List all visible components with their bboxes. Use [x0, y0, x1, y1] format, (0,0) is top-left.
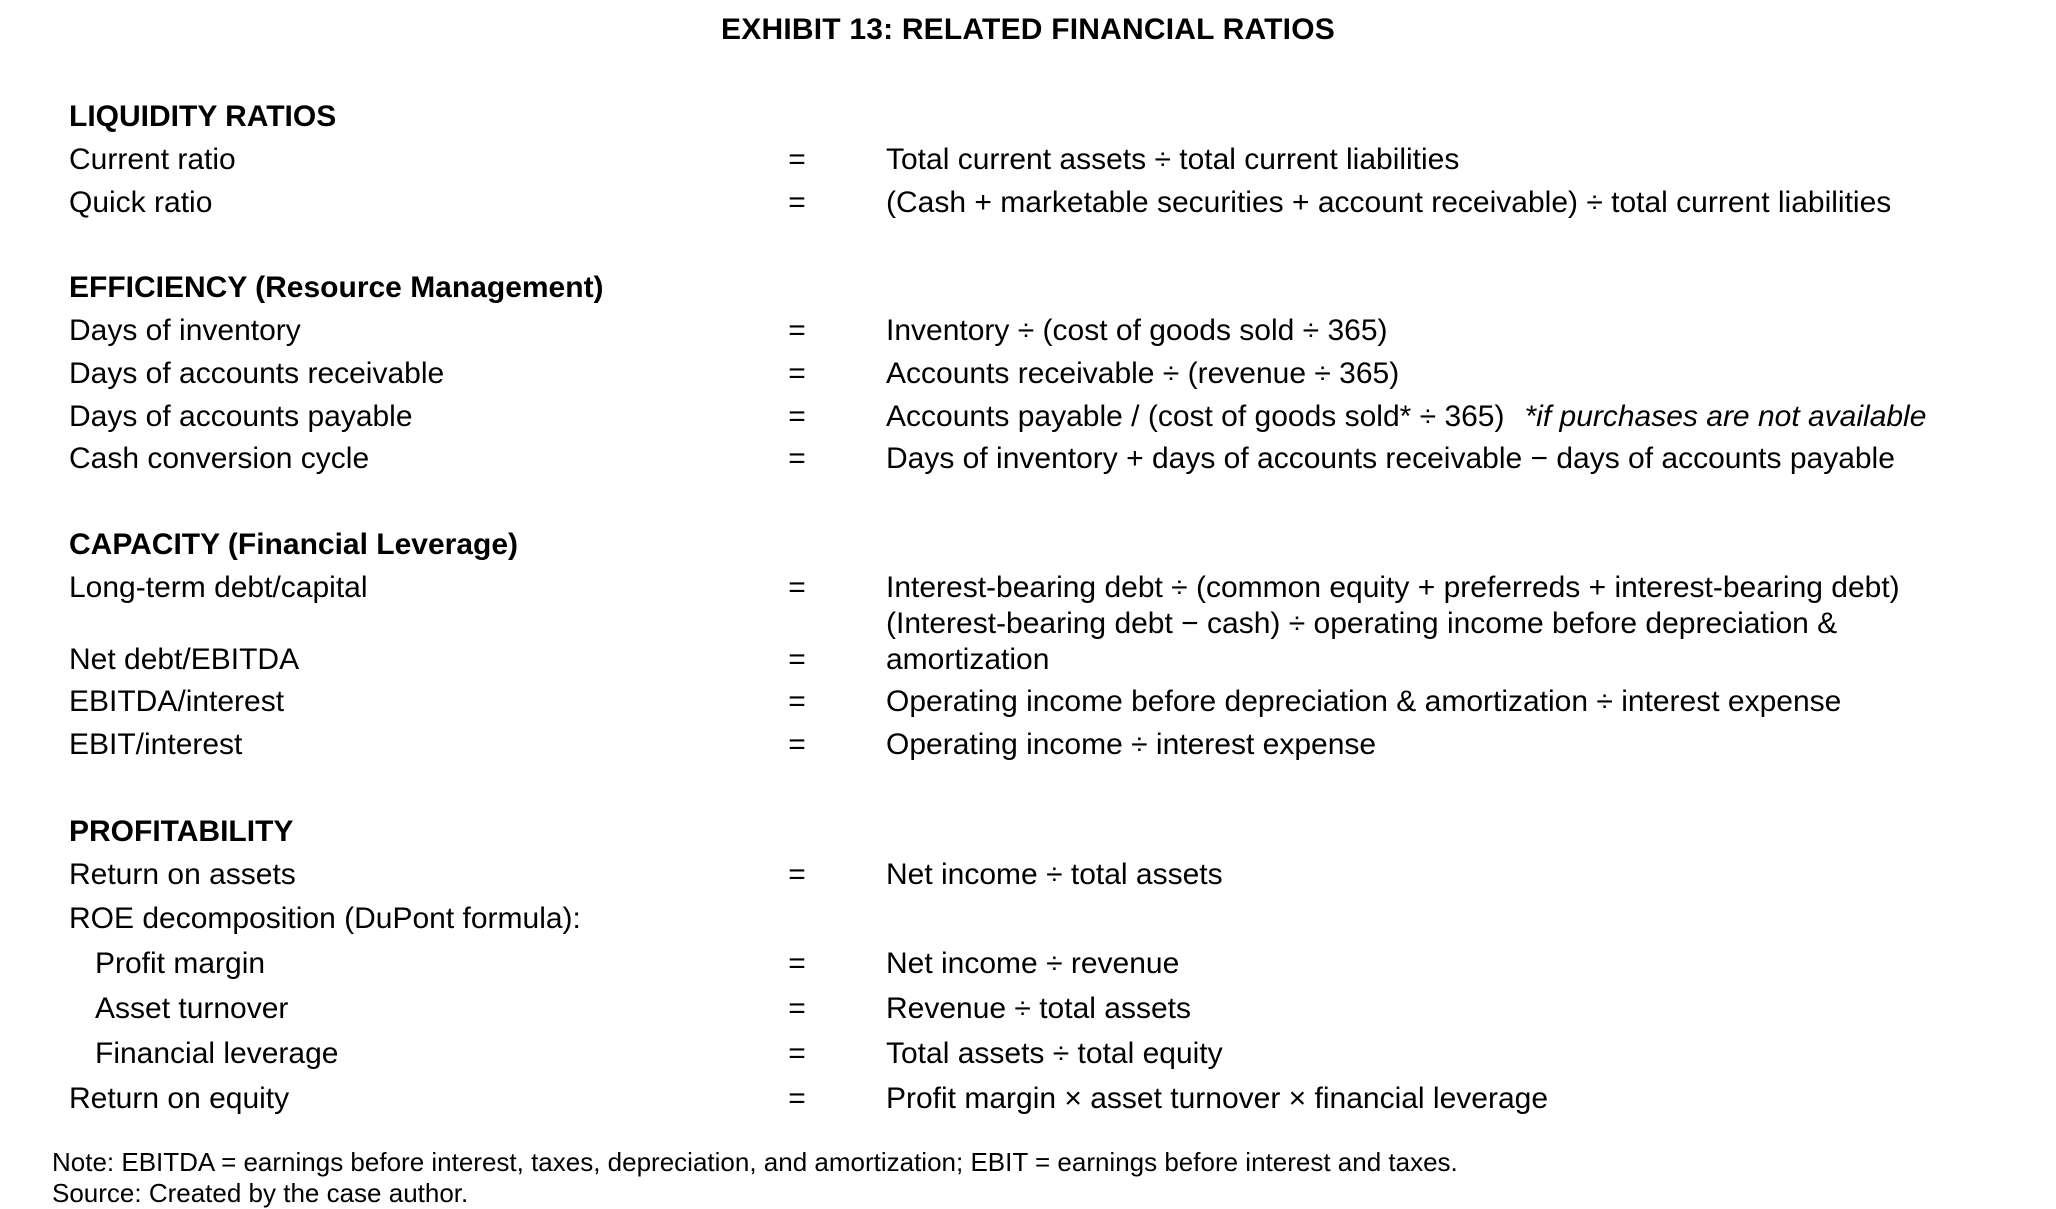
footnote-purchases: *if purchases are not available [1524, 400, 1927, 433]
equals-sign: = [788, 1082, 806, 1115]
ratio-label: Days of accounts receivable [69, 357, 445, 390]
ratio-formula: (Interest-bearing debt − cash) ÷ operating income before depreciation & [886, 607, 1838, 640]
section-heading-liquidity: LIQUIDITY RATIOS [69, 100, 337, 133]
ratio-label: Days of inventory [69, 314, 301, 347]
ratio-formula-text: Accounts payable / (cost of goods sold* ÷ 365) [886, 400, 1505, 433]
equals-sign: = [788, 947, 806, 980]
ratio-formula: Accounts receivable ÷ (revenue ÷ 365) [886, 357, 1400, 390]
ratio-formula [886, 399, 1926, 435]
footnote-note: Note: EBITDA = earnings before interest, taxes, depreciation, and amortization; EBIT = earnings before interest and taxes. [52, 1147, 1458, 1177]
ratio-label: EBIT/interest [69, 728, 243, 761]
ratio-formula: Profit margin × asset turnover × financial leverage [886, 1082, 1549, 1115]
ratio-formula: Total current assets ÷ total current liabilities [886, 143, 1460, 176]
ratio-formula: Total assets ÷ total equity [886, 1037, 1223, 1070]
ratio-label: Current ratio [69, 143, 236, 176]
equals-sign: = [788, 357, 806, 390]
ratio-formula: Net income ÷ total assets [886, 858, 1223, 891]
equals-sign: = [788, 643, 806, 676]
ratio-label: Quick ratio [69, 186, 213, 219]
equals-sign: = [788, 1037, 806, 1070]
ratio-formula: Revenue ÷ total assets [886, 992, 1191, 1025]
section-heading-efficiency: EFFICIENCY (Resource Management) [69, 271, 604, 304]
ratio-label: Days of accounts payable [69, 400, 413, 433]
equals-sign: = [788, 685, 806, 718]
ratio-label: ROE decomposition (DuPont formula): [69, 902, 581, 935]
ratio-formula-continued: amortization [886, 643, 1050, 676]
equals-sign: = [788, 143, 806, 176]
ratio-label: Return on assets [69, 858, 296, 891]
ratio-label: Financial leverage [95, 1037, 339, 1070]
section-heading-profitability: PROFITABILITY [69, 815, 294, 848]
equals-sign: = [788, 442, 806, 475]
equals-sign: = [788, 728, 806, 761]
equals-sign: = [788, 400, 806, 433]
ratio-formula: Operating income ÷ interest expense [886, 728, 1377, 761]
ratio-label: Return on equity [69, 1082, 290, 1115]
section-heading-capacity: CAPACITY (Financial Leverage) [69, 528, 519, 561]
footnote-source: Source: Created by the case author. [52, 1178, 469, 1208]
ratio-label: Cash conversion cycle [69, 442, 370, 475]
ratio-formula: Interest-bearing debt ÷ (common equity + preferreds + interest-bearing debt) [886, 571, 1900, 604]
equals-sign: = [788, 186, 806, 219]
ratio-label: Profit margin [95, 947, 266, 980]
ratio-label: Net debt/EBITDA [69, 643, 300, 676]
ratio-label: Long-term debt/capital [69, 571, 368, 604]
ratio-label: EBITDA/interest [69, 685, 285, 718]
ratio-formula: Days of inventory + days of accounts receivable − days of accounts payable [886, 442, 1895, 475]
equals-sign: = [788, 858, 806, 891]
equals-sign: = [788, 314, 806, 347]
ratio-formula: (Cash + marketable securities + account receivable) ÷ total current liabilities [886, 186, 1892, 219]
ratio-formula: Operating income before depreciation & amortization ÷ interest expense [886, 685, 1842, 718]
ratio-formula: Inventory ÷ (cost of goods sold ÷ 365) [886, 314, 1388, 347]
ratio-formula: Net income ÷ revenue [886, 947, 1180, 980]
ratio-label: Asset turnover [95, 992, 289, 1025]
equals-sign: = [788, 992, 806, 1025]
exhibit-title: EXHIBIT 13: RELATED FINANCIAL RATIOS [721, 13, 1335, 46]
equals-sign: = [788, 571, 806, 604]
